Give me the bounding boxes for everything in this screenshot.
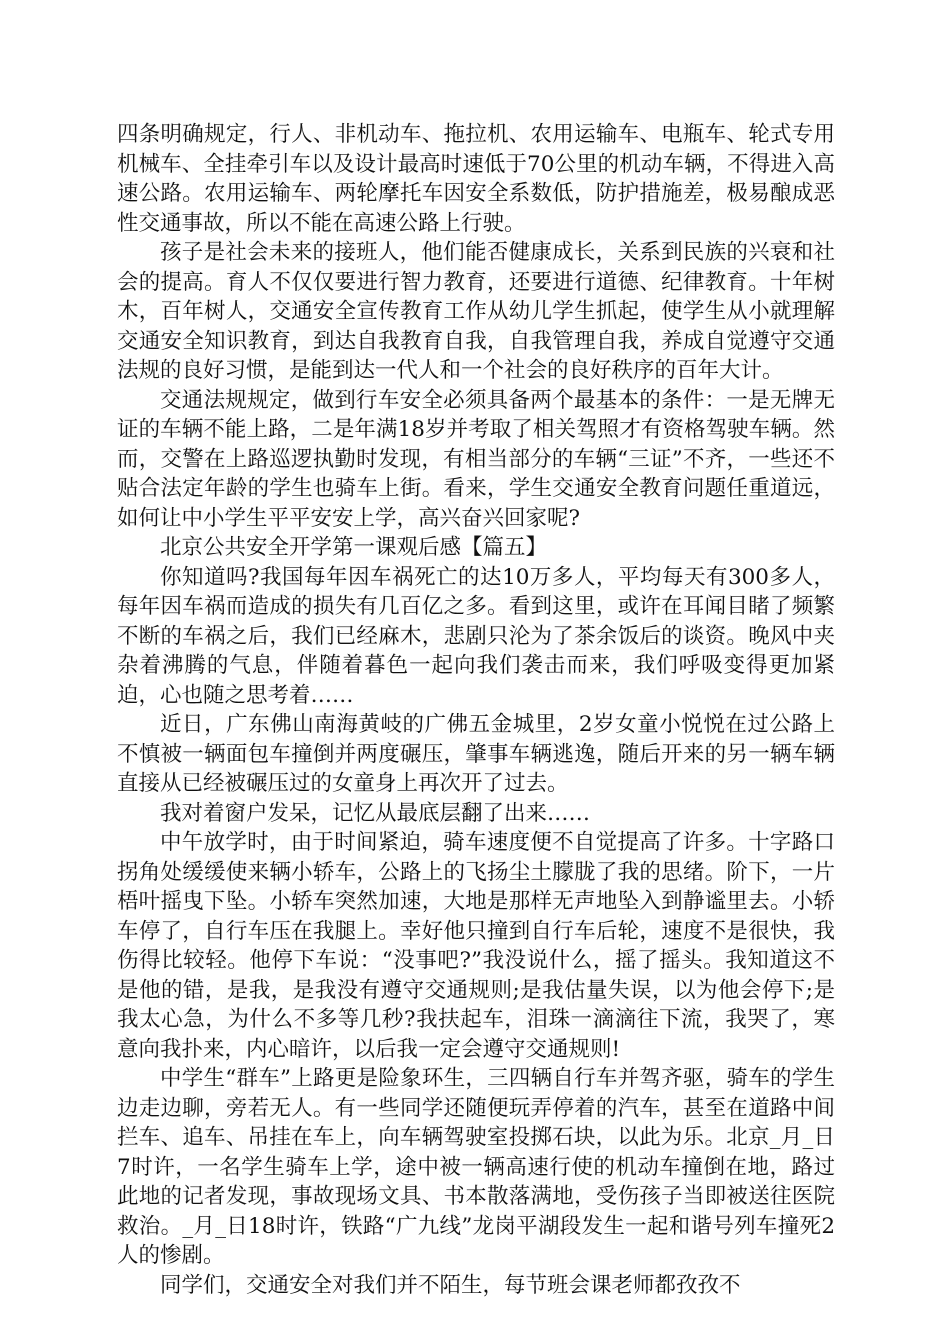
paragraph-traffic-regulations: 交通法规规定，做到行车安全必须具备两个最基本的条件：一是无牌无证的车辆不能上路，二是年满18岁并考取了相关驾照才有资格驾驶车辆。然而，交警在上路巡逻执勤时发现，有相当部分的车辆“三证”不齐，一些还不贴合法定年龄的学生也骑车上街。看来，学生交通安全教育问题任重道远，如何让中小学生平平安安上学，高兴奋兴回家呢? [117,387,835,531]
section-heading: 北京公共安全开学第一课观后感【篇五】 [160,535,548,560]
paragraph-highway-rules: 四条明确规定，行人、非机动车、拖拉机、农用运输车、电瓶车、轮式专用机械车、全挂牵引车以及设计最高时速低于70公里的机动车辆，不得进入高速公路。农用运输车、两轮摩托车因安全系数低，防护措施差，极易酿成恶性交通事故，所以不能在高速公路上行驶。 [117,122,835,236]
document-page [117,120,835,1300]
paragraph-foshan-incident: 近日，广东佛山南海黄岐的广佛五金城里，2岁女童小悦悦在过公路上不慎被一辆面包车撞倒并两度碾压，肇事车辆逃逸，随后开来的另一辆车辆直接从已经被碾压过的女童身上再次开了过去。 [117,712,835,796]
paragraph-memory: 我对着窗户发呆，记忆从最底层翻了出来…… [160,800,591,826]
paragraph-children-education: 孩子是社会未来的接班人，他们能否健康成长，关系到民族的兴衰和社会的提高。育人不仅仅要进行智力教育，还要进行道德、纪律教育。十年树木，百年树人，交通安全宣传教育工作从幼儿学生抓起，使学生从小就理解交通安全知识教育，到达自我教育自我，自我管理自我，养成自觉遵守交通法规的良好习惯，是能到达一代人和一个社会的良好秩序的百年大计。 [117,240,835,383]
paragraph-personal-accident: 中午放学时，由于时间紧迫，骑车速度便不自觉提高了许多。十字路口拐角处缓缓使来辆小轿车，公路上的飞扬尘土朦胧了我的思绪。阶下，一片梧叶摇曳下坠。小轿车突然加速，大地是那样无声地坠入到静谧里去。小轿车停了，自行车压在我腿上。幸好他只撞到自行车后轮，速度不是很快，我伤得比较轻。他停下车说：“没事吧?”我没说什么，摇了摇头。我知道这不是他的错，是我，是我没有遵守交通规则;是我估量失误，以为他会停下;是我太心急，为什么不多等几秒?我扶起车，泪珠一滴滴往下流，我哭了，寒意向我扑来，内心暗许，以后我一定会遵守交通规则! [117,830,835,1062]
paragraph-accident-statistics: 你知道吗?我国每年因车祸死亡的达10万多人，平均每天有300多人，每年因车祸而造成的损失有几百亿之多。看到这里，或许在耳闻目睹了频繁不断的车祸之后，我们已经麻木，悲剧只沦为了茶余饭后的谈资。晚风中夹杂着沸腾的气息，伴随着暮色一起向我们袭击而来，我们呼吸变得更加紧迫，心也随之思考着…… [117,564,835,708]
paragraph-classmates: 同学们，交通安全对我们并不陌生，每节班会课老师都孜孜不 [160,1272,741,1298]
paragraph-group-cycling: 中学生“群车”上路更是险象环生，三四辆自行车并驾齐驱，骑车的学生边走边聊，旁若无人。有一些同学还随便玩弄停着的汽车，甚至在道路中间拦车、追车、吊挂在车上，向车辆驾驶室投掷石块，以此为乐。北京_月_日7时许，一名学生骑车上学，途中被一辆高速行使的机动车撞倒在地，路过此地的记者发现，事故现场文具、书本散落满地，受伤孩子当即被送往医院救治。_月_日18时许，铁路“广九线”龙岗平湖段发生一起和谐号列车撞死2人的惨剧。 [117,1066,835,1268]
